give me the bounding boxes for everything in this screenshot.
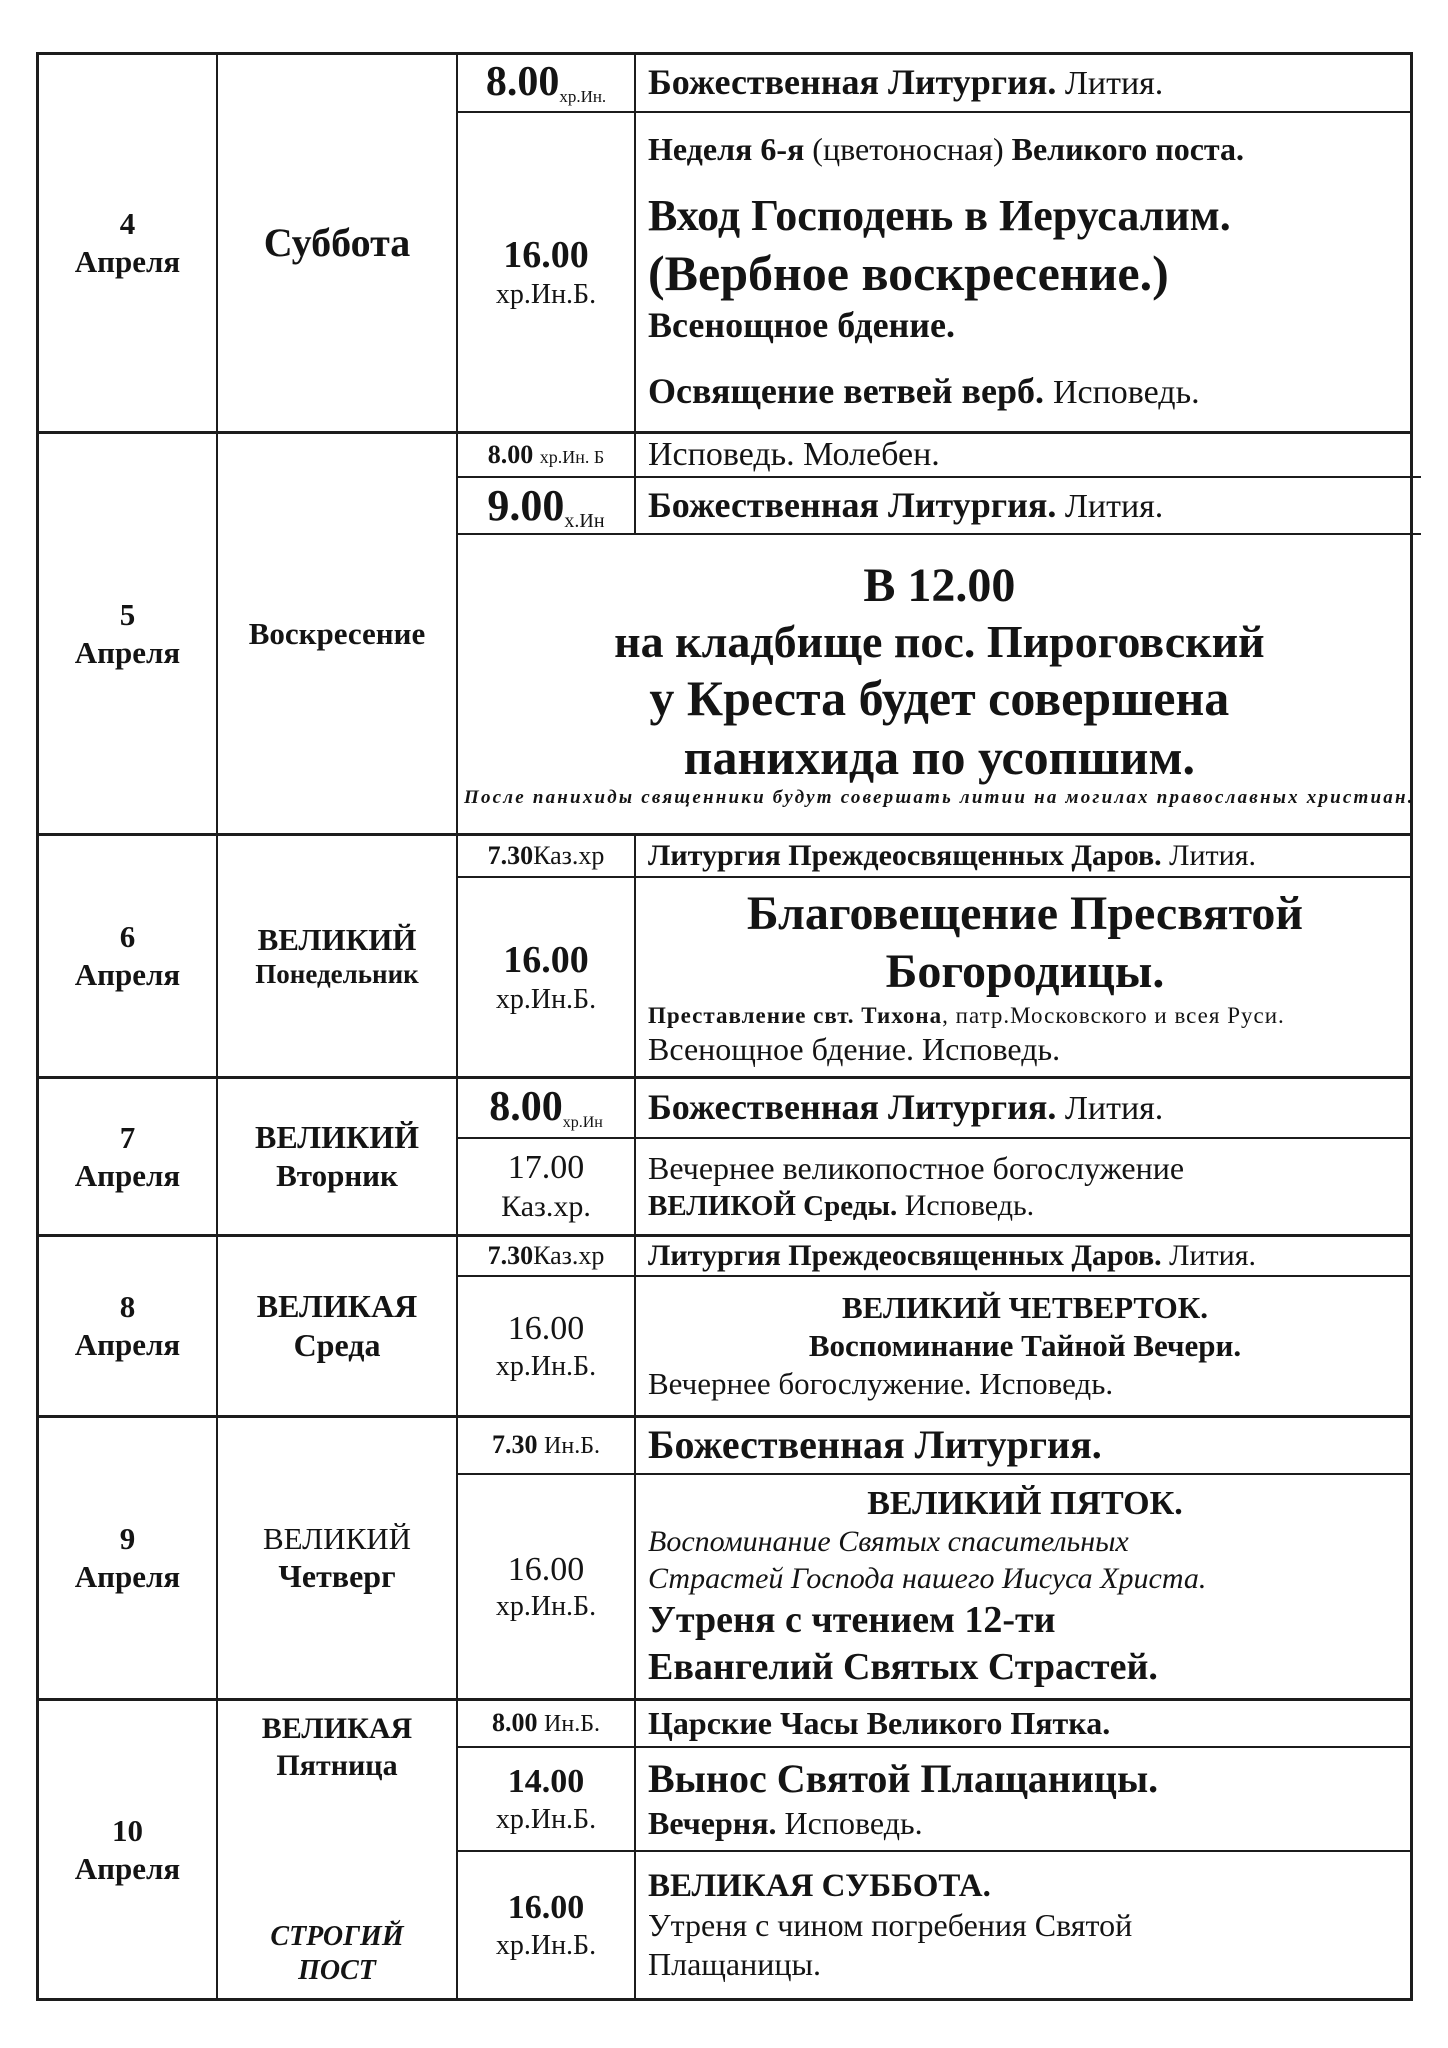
service-desc-cell	[636, 878, 1410, 1076]
schedule-row-group	[39, 1076, 1410, 1234]
services-column	[458, 434, 1421, 833]
text-segment: Божественная Литургия.	[648, 484, 1057, 525]
text-segment: Божественная Литургия.	[648, 1087, 1057, 1128]
date-line	[120, 1520, 136, 1558]
service-desc-line	[648, 484, 1413, 528]
text-segment: Ин.Б.	[544, 1711, 600, 1738]
text-segment: Воскресение	[248, 615, 426, 651]
time-line	[488, 439, 604, 471]
text-segment: Исповедь.	[776, 1804, 923, 1841]
time-line	[508, 1549, 585, 1590]
text-segment: 7.30	[492, 1430, 545, 1460]
service-desc-line	[648, 434, 1413, 475]
service-desc-cell	[636, 1139, 1410, 1234]
day-line	[258, 921, 417, 959]
text-segment: Страстей Господа нашего Иисуса Христа.	[648, 1561, 1207, 1595]
date-line	[75, 956, 180, 994]
time-cell	[458, 1852, 636, 1998]
text-segment: 16.00	[503, 233, 589, 276]
text-segment: Всенощное бдение.	[648, 304, 956, 345]
service-desc-line	[648, 1945, 1402, 1984]
day-line	[270, 1920, 403, 1954]
text-segment: Литургия Преждеосвященных Даров.	[648, 1238, 1162, 1272]
service-desc-cell	[636, 836, 1410, 876]
text-segment: 9.00	[487, 480, 565, 530]
service-desc-line	[648, 1238, 1402, 1275]
time-cell	[458, 478, 636, 533]
schedule-row-group	[39, 1234, 1410, 1415]
text-segment: 9	[119, 1521, 136, 1557]
text-segment: х.Ин	[564, 509, 605, 532]
text-segment: Исповедь.	[897, 1188, 1035, 1222]
text-segment: ВЕЛИКИЙ	[262, 1520, 412, 1556]
text-segment: Богородицы.	[885, 945, 1165, 999]
service-desc-line	[648, 1002, 1402, 1030]
text-segment: Апреля	[74, 1850, 181, 1886]
time-line	[508, 1887, 585, 1928]
text-segment: Апреля	[74, 1559, 181, 1594]
service-desc-cell	[636, 1079, 1410, 1137]
service-desc-line	[648, 1327, 1402, 1365]
service-desc-line	[648, 1866, 1402, 1906]
service-row	[458, 1137, 1410, 1234]
text-segment: 8.00	[489, 1084, 563, 1131]
schedule-row-group	[39, 431, 1415, 833]
time-line	[496, 983, 596, 1017]
service-row	[458, 1237, 1410, 1275]
time-line	[496, 1350, 596, 1384]
time-cell	[458, 113, 636, 431]
service-desc-line	[648, 1188, 1402, 1225]
text-segment: ВЕЛИКИЙ	[255, 1119, 419, 1156]
text-segment: Лития.	[1161, 1238, 1257, 1272]
service-desc-line	[648, 943, 1402, 1002]
service-desc-line	[648, 1421, 1402, 1470]
text-segment: Каз.хр	[533, 841, 605, 871]
schedule-row-group	[39, 833, 1410, 1076]
service-desc-cell	[636, 1237, 1410, 1275]
schedule-table	[36, 52, 1413, 2001]
service-desc-line	[648, 1483, 1402, 1524]
text-segment: Лития.	[1056, 1090, 1164, 1128]
text-segment: Вечерня.	[648, 1804, 777, 1841]
service-row	[458, 55, 1410, 111]
time-cell	[458, 1079, 636, 1137]
service-row	[458, 1701, 1410, 1746]
time-line	[496, 278, 596, 312]
text-segment: на кладбище пос. Пироговский	[614, 615, 1265, 667]
text-segment: ВЕЛИКИЙ ЧЕТВЕРТОК.	[842, 1290, 1208, 1326]
time-cell	[458, 836, 636, 876]
date-line	[120, 1288, 136, 1326]
text-segment: 5	[119, 596, 136, 632]
text-segment: (цветоносная)	[812, 131, 1012, 168]
service-desc-cell	[636, 478, 1421, 533]
text-segment: панихида по усопшим.	[683, 729, 1196, 786]
service-row	[458, 1746, 1410, 1850]
service-desc-line	[648, 1755, 1402, 1804]
text-segment: Апреля	[74, 244, 181, 279]
date-cell	[39, 1418, 218, 1698]
text-segment: Божественная Литургия.	[648, 1422, 1102, 1468]
time-cell	[458, 1237, 636, 1275]
service-desc-line	[648, 1597, 1402, 1643]
date-line	[120, 918, 136, 956]
service-desc-line	[648, 1524, 1402, 1561]
day-line	[276, 1748, 397, 1785]
date-cell	[39, 1237, 218, 1415]
time-cell	[458, 878, 636, 1076]
time-line	[496, 1929, 596, 1963]
services-column	[458, 55, 1410, 431]
day-line	[249, 615, 426, 653]
text-segment: 16.00	[507, 1310, 585, 1348]
service-desc-cell	[636, 1701, 1410, 1746]
text-segment: Апреля	[74, 634, 181, 670]
schedule-row-group	[39, 1698, 1410, 1998]
day-line	[257, 1287, 417, 1326]
service-desc-line	[648, 243, 1402, 304]
announcement-line	[464, 728, 1415, 787]
service-row	[458, 836, 1410, 876]
service-row	[458, 876, 1410, 1076]
text-segment: Неделя 6-я	[648, 131, 813, 168]
time-line	[488, 840, 605, 872]
date-line	[75, 1157, 180, 1195]
text-segment: Исповедь.	[1052, 373, 1200, 411]
time-cell	[458, 1277, 636, 1415]
time-line	[501, 1189, 591, 1226]
day-line	[264, 219, 410, 268]
service-desc-line	[648, 61, 1402, 105]
time-line	[492, 1429, 600, 1461]
day-line	[276, 1157, 398, 1195]
time-line	[496, 1803, 596, 1837]
service-row	[458, 1418, 1410, 1473]
services-column	[458, 836, 1410, 1076]
text-segment: Литургия Преждеосвященных Даров.	[648, 838, 1162, 872]
service-desc-line	[648, 1149, 1402, 1188]
text-segment: 16.00	[503, 938, 589, 981]
time-line	[503, 937, 589, 983]
service-row	[458, 1850, 1410, 1998]
text-segment: 17.00	[507, 1149, 585, 1187]
text-segment: ВЕЛИКАЯ	[256, 1287, 418, 1324]
service-desc-line	[648, 1906, 1402, 1945]
text-segment: Царские Часы Великого Пятка.	[648, 1704, 1111, 1741]
service-desc-cell	[636, 1748, 1410, 1850]
service-desc-cell	[636, 1852, 1410, 1998]
text-segment: 7.30	[487, 1241, 534, 1271]
announcement-line	[464, 787, 1415, 809]
time-line	[508, 1761, 585, 1802]
day-cell	[218, 1418, 458, 1698]
text-segment: 8	[119, 1289, 136, 1325]
text-segment: Великого поста.	[1011, 131, 1245, 168]
service-desc-line	[648, 885, 1402, 944]
text-segment: 4	[119, 206, 136, 242]
date-line	[75, 634, 180, 672]
text-segment: Вечернее великопостное богослужение	[648, 1149, 1185, 1186]
schedule-row-group	[39, 1415, 1410, 1698]
text-segment: Каз.хр.	[501, 1189, 591, 1223]
date-line	[75, 1558, 180, 1596]
text-segment: хр.Ин.Б.	[495, 1803, 597, 1835]
text-segment: Среда	[293, 1327, 381, 1363]
text-segment: Лития.	[1161, 838, 1257, 872]
text-segment: хр.Ин.Б.	[495, 1929, 597, 1961]
text-segment: хр.Ин.	[559, 87, 607, 107]
text-segment: Воспоминание Тайной Вечери.	[808, 1328, 1242, 1364]
text-segment: у Креста будет совершена	[649, 670, 1230, 727]
time-cell	[458, 434, 636, 476]
text-segment: Утреня с чтением 12-ти	[648, 1599, 1056, 1642]
day-cell	[218, 1701, 458, 1998]
text-segment: Преставление свт. Тихона	[648, 1003, 943, 1028]
text-segment: хр.Ин	[562, 1114, 603, 1132]
schedule-row-group	[39, 55, 1410, 431]
time-line	[489, 1082, 603, 1133]
text-segment: ВЕЛИКАЯ СУББОТА.	[648, 1867, 991, 1904]
text-segment: Плащаницы.	[648, 1946, 821, 1983]
text-segment: 7	[119, 1119, 136, 1155]
service-row	[458, 1473, 1410, 1698]
day-cell	[218, 1237, 458, 1415]
service-desc-cell	[636, 434, 1421, 476]
text-segment: хр.Ин.Б.	[495, 984, 597, 1016]
services-column	[458, 1237, 1410, 1415]
day-line	[263, 1520, 411, 1558]
services-column	[458, 1701, 1410, 1998]
time-line	[508, 1308, 585, 1349]
text-segment: хр.Ин.Б.	[495, 1350, 597, 1382]
day-line	[262, 1711, 412, 1748]
text-segment: ВЕЛИКИЙ	[257, 921, 417, 957]
text-segment: Вынос Святой Плащаницы.	[648, 1756, 1159, 1802]
service-desc-line	[648, 1644, 1402, 1690]
text-segment: После панихиды священники будут совершать литии на могилах православных христиан.	[464, 787, 1415, 809]
service-row	[458, 533, 1421, 833]
service-desc-line	[648, 1086, 1402, 1130]
date-line	[75, 1326, 180, 1364]
service-desc-cell	[636, 1418, 1410, 1473]
text-segment: В 12.00	[863, 559, 1016, 613]
text-segment: Лития.	[1056, 487, 1164, 525]
services-column	[458, 1079, 1410, 1234]
text-segment: хр.Ин.Б.	[495, 279, 597, 311]
text-segment: 7.30	[487, 841, 534, 871]
service-desc-line	[648, 1030, 1402, 1069]
text-segment: ВЕЛИКОЙ Среды.	[648, 1189, 898, 1222]
text-segment: Вход Господень в Иерусалим.	[648, 191, 1231, 241]
text-segment: Всенощное бдение. Исповедь.	[648, 1031, 1061, 1068]
text-segment: хр.Ин. Б	[539, 447, 605, 468]
time-line	[487, 479, 604, 533]
text-segment: Ин.Б.	[544, 1433, 600, 1460]
text-segment: (Вербное воскресение.)	[648, 244, 1169, 301]
day-line	[298, 1954, 376, 1988]
service-desc-line	[648, 130, 1402, 169]
text-segment: 8.00	[492, 1708, 545, 1738]
date-cell	[39, 434, 218, 833]
text-segment: Воспоминание Святых спасительных	[648, 1525, 1129, 1559]
day-cell	[218, 434, 458, 833]
date-cell	[39, 55, 218, 431]
service-desc-cell	[636, 55, 1410, 111]
service-row	[458, 1275, 1410, 1415]
text-segment: Понедельник	[255, 959, 419, 990]
text-segment: 14.00	[507, 1763, 585, 1801]
day-line	[255, 958, 418, 991]
text-segment: Лития.	[1056, 65, 1164, 103]
text-segment: Освящение ветвей верб.	[648, 370, 1053, 411]
date-cell	[39, 1701, 218, 1998]
text-segment: Божественная Литургия.	[648, 62, 1057, 103]
announcement-line	[464, 558, 1415, 615]
text-segment: 10	[112, 1812, 143, 1848]
text-segment: Апреля	[74, 1157, 181, 1193]
time-cell	[458, 1139, 636, 1234]
service-desc-line	[648, 1804, 1402, 1843]
text-segment: СТРОГИЙ	[270, 1920, 404, 1952]
day-cell	[218, 836, 458, 1076]
services-column	[458, 1418, 1410, 1698]
announcement-cell	[458, 535, 1421, 833]
service-desc-cell	[636, 113, 1410, 431]
date-line	[75, 1850, 180, 1888]
text-segment: 8.00	[487, 440, 540, 470]
text-segment: Евангелий Святых Страстей.	[648, 1645, 1158, 1688]
service-desc-line	[648, 1365, 1402, 1403]
text-segment: Четверг	[278, 1558, 396, 1595]
text-segment: Апреля	[74, 1327, 181, 1362]
text-segment: 6	[119, 919, 136, 955]
time-cell	[458, 55, 636, 111]
time-line	[496, 1590, 596, 1624]
service-row	[458, 111, 1410, 431]
time-cell	[458, 1418, 636, 1473]
text-segment: 8.00	[485, 59, 560, 106]
date-line	[120, 205, 136, 243]
service-row	[458, 476, 1421, 533]
day-cell	[218, 1079, 458, 1234]
announcement-line	[464, 669, 1415, 728]
day-line	[278, 1557, 395, 1596]
service-row	[458, 1079, 1410, 1137]
service-desc-line	[648, 189, 1402, 243]
day-line	[255, 1118, 419, 1157]
text-segment: Каз.хр	[533, 1241, 605, 1271]
date-cell	[39, 1079, 218, 1234]
service-desc-line	[648, 1561, 1402, 1598]
service-desc-line	[648, 838, 1402, 875]
date-line	[120, 1119, 136, 1157]
text-segment: Пятница	[276, 1748, 398, 1782]
text-segment: ВЕЛИКАЯ	[261, 1712, 413, 1745]
text-segment: , патр.Московского и всея Руси.	[942, 1003, 1285, 1028]
text-segment: Вечернее богослужение. Исповедь.	[648, 1365, 1114, 1401]
time-cell	[458, 1748, 636, 1850]
announcement-line	[464, 615, 1415, 669]
service-row	[458, 434, 1421, 476]
text-segment: Благовещение Пресвятой	[746, 886, 1304, 940]
service-desc-cell	[636, 1277, 1410, 1415]
time-line	[492, 1707, 600, 1739]
service-desc-line	[648, 304, 1402, 348]
text-segment: Апреля	[74, 957, 181, 992]
time-line	[488, 1240, 605, 1272]
time-line	[503, 232, 589, 278]
service-desc-line	[648, 1289, 1402, 1327]
text-segment: Суббота	[263, 219, 411, 265]
text-segment: 16.00	[507, 1550, 585, 1588]
text-segment: Утреня с чином погребения Святой	[648, 1907, 1133, 1944]
text-segment: хр.Ин.Б.	[495, 1591, 597, 1623]
text-segment: Исповедь. Молебен.	[648, 436, 940, 474]
date-line	[75, 243, 180, 281]
text-segment: 16.00	[507, 1889, 585, 1927]
time-line	[508, 1147, 585, 1188]
service-desc-line	[648, 370, 1402, 414]
text-segment: Вторник	[276, 1158, 398, 1194]
time-cell	[458, 1701, 636, 1746]
text-segment: ВЕЛИКИЙ ПЯТОК.	[867, 1484, 1183, 1522]
date-line	[120, 596, 136, 634]
text-segment: ПОСТ	[298, 1954, 376, 1986]
service-desc-cell	[636, 1475, 1410, 1698]
date-cell	[39, 836, 218, 1076]
date-line	[112, 1812, 143, 1850]
service-desc-line	[648, 1704, 1402, 1743]
time-cell	[458, 1475, 636, 1698]
time-line	[486, 57, 606, 108]
day-cell	[218, 55, 458, 431]
day-line	[294, 1326, 381, 1365]
